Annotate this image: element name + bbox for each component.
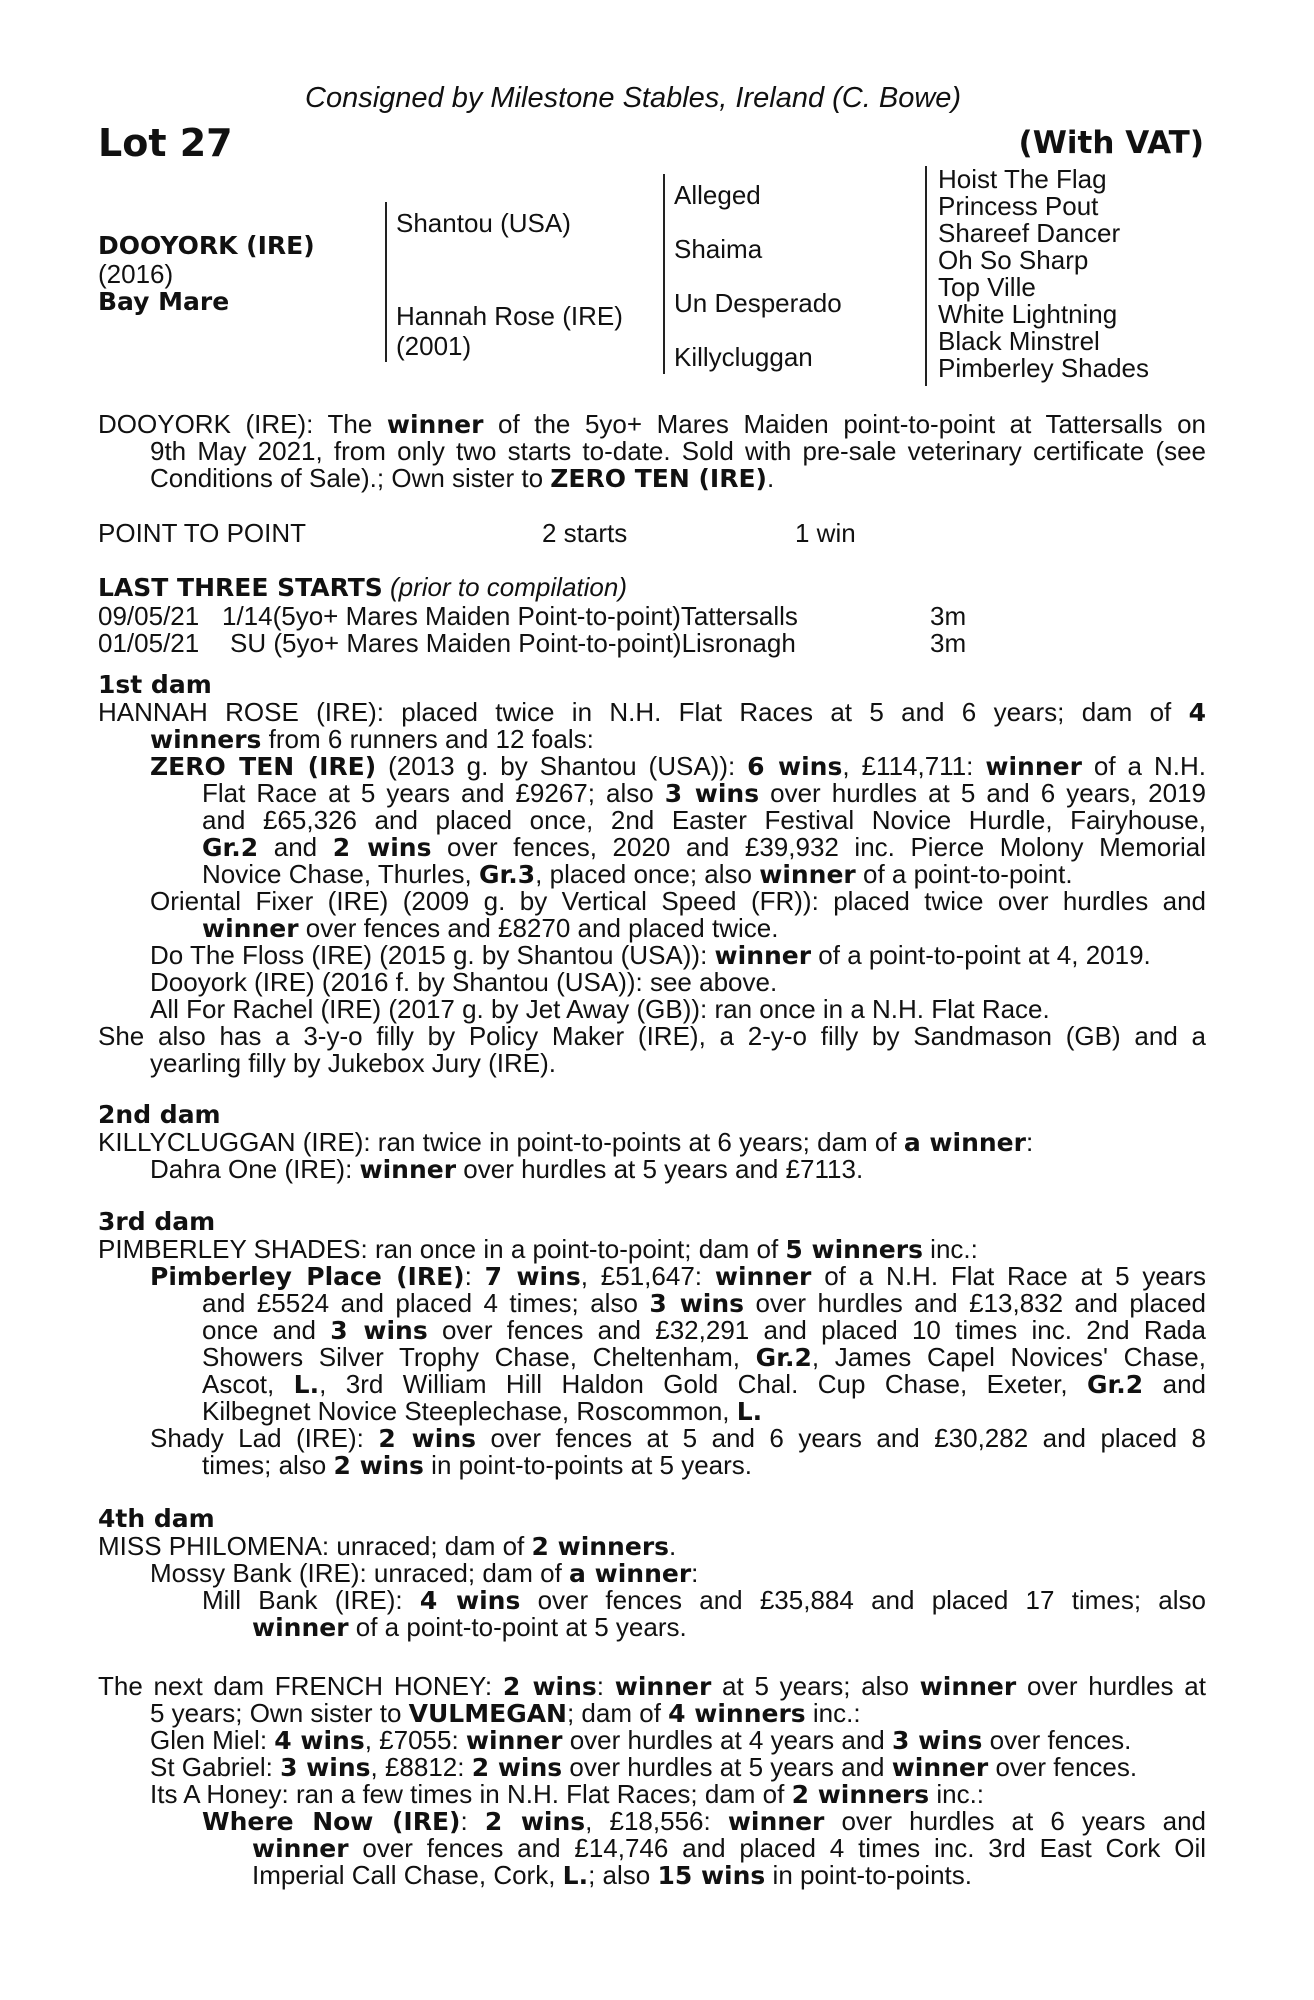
record-wins: 1 win: [795, 518, 856, 548]
horse-sex: Bay Mare: [98, 287, 230, 316]
progeny-zero-ten: ZERO TEN (IRE) (2013 g. by Shantou (USA)): 6 wins, £114,711: winner of a N.H.: [150, 751, 1206, 781]
pedigree-ggp-3: Shareef Dancer: [938, 218, 1121, 248]
progeny-mill-bank-line: winner of a point-to-point at 5 years.: [252, 1612, 687, 1642]
progeny-zero-ten-line: and £65,326 and placed once, 2nd Easter Festival Novice Hurdle, Fairyhouse,: [202, 805, 1206, 835]
pedigree-grandsire-1: Alleged: [674, 180, 761, 210]
first-dam-line: HANNAH ROSE (IRE): placed twice in N.H. Flat Races at 5 and 6 years; dam of 4: [98, 697, 1206, 727]
progeny-zero-ten-line: Gr.2 and 2 wins over fences, 2020 and £39,932 inc. Pierce Molony Memorial: [202, 832, 1206, 862]
vat-note: (With VAT): [1018, 125, 1204, 161]
progeny-oriental-fixer-line: winner over fences and £8270 and placed twice.: [202, 913, 779, 943]
pedigree-granddam-2: Killycluggan: [674, 342, 813, 372]
pedigree-sire: Shantou (USA): [396, 208, 571, 238]
progeny-mill-bank: Mill Bank (IRE): 4 wins over fences and £35,884 and placed 17 times; also: [202, 1585, 1206, 1615]
record-starts: 2 starts: [542, 518, 628, 548]
pedigree-ggp-7: Black Minstrel: [938, 326, 1100, 356]
second-dam-section: [98, 1102, 1206, 1183]
first-dam-section: [98, 672, 1206, 1077]
pedigree-ggp-5: Top Ville: [938, 272, 1036, 302]
first-dam-foals-note: She also has a 3-y-o filly by Policy Maker (IRE), a 2-y-o filly by Sandmason (GB) and a: [98, 1021, 1206, 1051]
pedigree-ggp-6: White Lightning: [938, 299, 1118, 329]
start-row-distance: 3m: [930, 601, 967, 631]
pedigree-ggp-4: Oh So Sharp: [938, 245, 1089, 275]
pedigree-bracket-1: [385, 202, 387, 362]
intro-line-2: 9th May 2021, from only two starts to-date. Sold with pre-sale veterinary certificate (see: [150, 436, 1206, 466]
lot-number: Lot 27: [98, 121, 233, 165]
pedigree-dam-year: (2001): [396, 331, 472, 361]
progeny-dahra-one: Dahra One (IRE): winner over hurdles at 5 years and £7113.: [150, 1154, 864, 1184]
third-dam-heading: 3rd dam: [98, 1207, 216, 1236]
second-dam-heading: 2nd dam: [98, 1100, 221, 1129]
horse-year: (2016): [98, 259, 174, 289]
progeny-glen-miel: Glen Miel: 4 wins, £7055: winner over hurdles at 4 years and 3 wins over fences.: [150, 1725, 1132, 1755]
third-dam-section: [98, 1209, 1206, 1479]
progeny-pimberley-place-line: Showers Silver Trophy Chase, Cheltenham, Gr.2, James Capel Novices' Chase,: [202, 1342, 1206, 1372]
intro-paragraph: [98, 411, 1206, 492]
progeny-where-now: Where Now (IRE): 2 wins, £18,556: winner over hurdles at 6 years and: [202, 1806, 1206, 1836]
progeny-all-for-rachel: All For Rachel (IRE) (2017 g. by Jet Away (GB)): ran once in a N.H. Flat Race.: [150, 994, 1050, 1024]
third-dam-line: PIMBERLEY SHADES: ran once in a point-to-point; dam of 5 winners inc.:: [98, 1234, 978, 1264]
start-row-result: SU (5yo+ Mares Maiden Point-to-point)Lisronagh: [230, 628, 796, 658]
progeny-pimberley-place-line: Ascot, L., 3rd William Hill Haldon Gold Chal. Cup Chase, Exeter, Gr.2 and: [202, 1369, 1206, 1399]
record-label: POINT TO POINT: [98, 518, 307, 548]
progeny-its-a-honey: Its A Honey: ran a few times in N.H. Flat Races; dam of 2 winners inc.:: [150, 1779, 985, 1809]
next-dam-line: 5 years; Own sister to VULMEGAN; dam of 4 winners inc.:: [150, 1698, 861, 1728]
fourth-dam-heading: 4th dam: [98, 1504, 215, 1533]
progeny-zero-ten-line: Novice Chase, Thurles, Gr.3, placed once; also winner of a point-to-point.: [202, 859, 1073, 889]
pedigree-grandsire-2: Un Desperado: [674, 288, 842, 318]
pedigree-dam: Hannah Rose (IRE): [396, 301, 623, 331]
pedigree-ggp-8: Pimberley Shades: [938, 353, 1149, 383]
horse-identity: [98, 233, 315, 317]
next-dam-line: The next dam FRENCH HONEY: 2 wins: winner at 5 years; also winner over hurdles at: [98, 1671, 1206, 1701]
start-row-result: 1/14(5yo+ Mares Maiden Point-to-point)Tattersalls: [222, 601, 798, 631]
progeny-shady-lad: Shady Lad (IRE): 2 wins over fences at 5 and 6 years and £30,282 and placed 8: [150, 1423, 1206, 1453]
progeny-where-now-line: winner over fences and £14,746 and placed 4 times inc. 3rd East Cork Oil: [252, 1833, 1206, 1863]
first-dam-line: winners from 6 runners and 12 foals:: [150, 724, 594, 754]
progeny-oriental-fixer: Oriental Fixer (IRE) (2009 g. by Vertical Speed (FR)): placed twice over hurdles and: [150, 886, 1206, 916]
first-dam-heading: 1st dam: [98, 670, 212, 699]
progeny-shady-lad-line: times; also 2 wins in point-to-points at 5 years.: [202, 1450, 753, 1480]
intro-line-3: Conditions of Sale).; Own sister to ZERO TEN (IRE).: [150, 463, 775, 493]
pedigree-bracket-2: [663, 174, 665, 374]
start-row-date: 01/05/21: [98, 628, 200, 658]
consignor-line: Consigned by Milestone Stables, Ireland (C. Bowe): [305, 82, 962, 114]
intro-line-1: DOOYORK (IRE): The winner of the 5yo+ Mares Maiden point-to-point at Tattersalls on: [98, 409, 1206, 439]
pedigree-ggp-1: Hoist The Flag: [938, 164, 1107, 194]
progeny-zero-ten-line: Flat Race at 5 years and £9267; also 3 wins over hurdles at 5 and 6 years, 2019: [202, 778, 1206, 808]
start-row-date: 09/05/21: [98, 601, 200, 631]
fourth-dam-section: [98, 1506, 1206, 1641]
second-dam-line: KILLYCLUGGAN (IRE): ran twice in point-to-points at 6 years; dam of a winner:: [98, 1127, 1034, 1157]
horse-name: DOOYORK (IRE): [98, 231, 315, 260]
progeny-do-the-floss: Do The Floss (IRE) (2015 g. by Shantou (USA)): winner of a point-to-point at 4, 2019.: [150, 940, 1151, 970]
progeny-dooyork: Dooyork (IRE) (2016 f. by Shantou (USA)): see above.: [150, 967, 778, 997]
start-row-distance: 3m: [930, 628, 967, 658]
progeny-pimberley-place-line: Kilbegnet Novice Steeplechase, Roscommon, L.: [202, 1396, 763, 1426]
progeny-st-gabriel: St Gabriel: 3 wins, £8812: 2 wins over hurdles at 5 years and winner over fences.: [150, 1752, 1138, 1782]
progeny-mossy-bank: Mossy Bank (IRE): unraced; dam of a winner:: [150, 1558, 699, 1588]
progeny-where-now-line: Imperial Call Chase, Cork, L.; also 15 wins in point-to-points.: [252, 1860, 972, 1890]
pedigree-bracket-3: [925, 166, 927, 386]
pedigree-great-grandparents: [938, 166, 1149, 382]
last-three-heading: LAST THREE STARTS (prior to compilation): [98, 572, 627, 602]
progeny-pimberley-place-line: once and 3 wins over fences and £32,291 and placed 10 times inc. 2nd Rada: [202, 1315, 1206, 1345]
next-dam-section: [98, 1673, 1206, 1889]
pedigree-ggp-2: Princess Pout: [938, 191, 1099, 221]
progeny-pimberley-place: Pimberley Place (IRE): 7 wins, £51,647: winner of a N.H. Flat Race at 5 years: [150, 1261, 1206, 1291]
first-dam-foals-note: yearling filly by Jukebox Jury (IRE).: [150, 1048, 557, 1078]
pedigree-granddam-1: Shaima: [674, 234, 763, 264]
progeny-pimberley-place-line: and £5524 and placed 4 times; also 3 wins over hurdles and £13,832 and placed: [202, 1288, 1206, 1318]
fourth-dam-line: MISS PHILOMENA: unraced; dam of 2 winners.: [98, 1531, 677, 1561]
